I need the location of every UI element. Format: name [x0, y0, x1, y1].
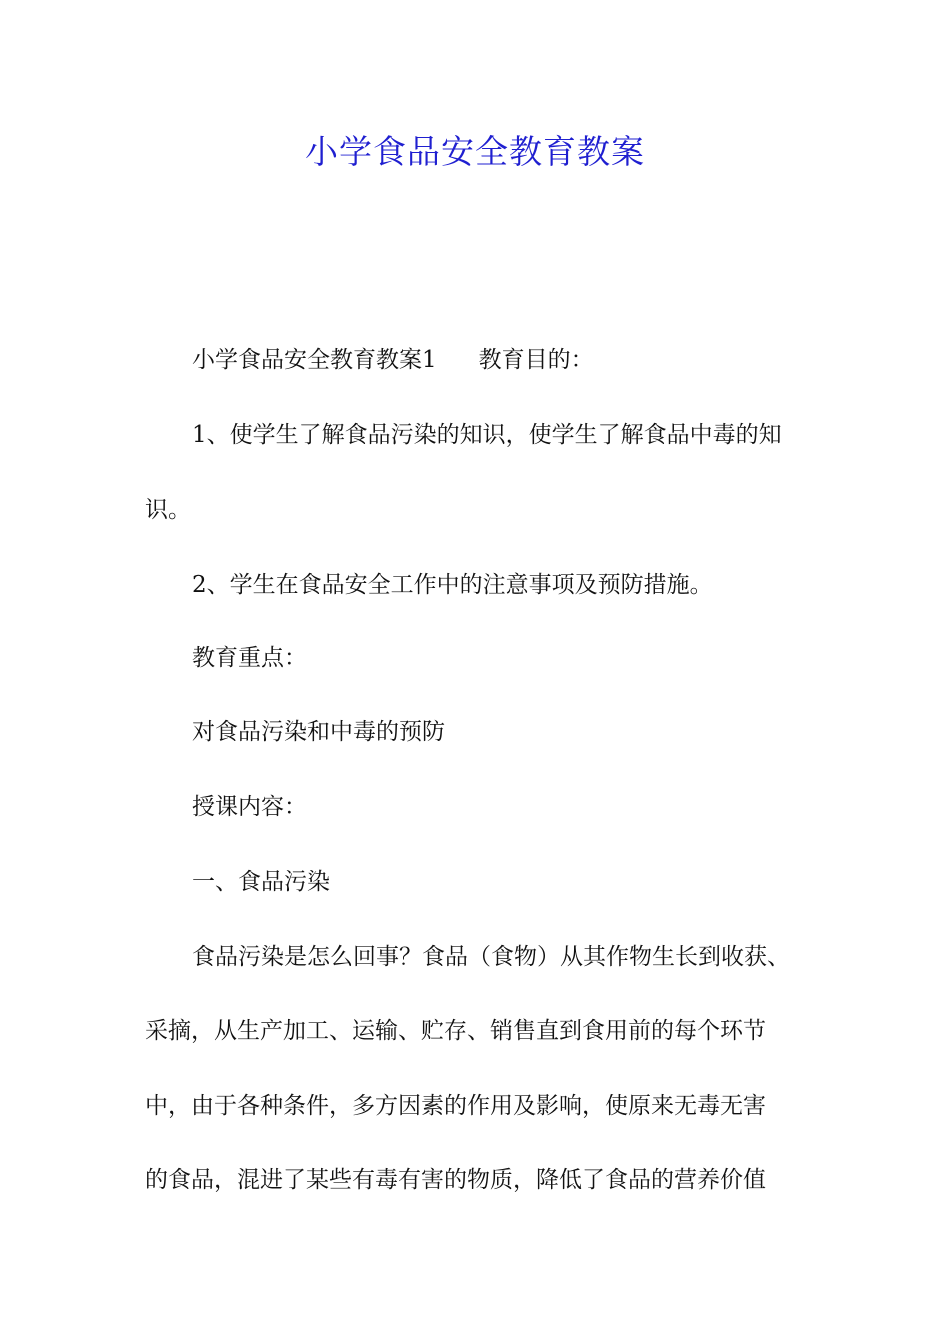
section-heading: 一、食品污染	[192, 869, 330, 895]
document-title: 小学食品安全教育教案	[305, 132, 645, 171]
text-line: 识。	[145, 497, 191, 523]
text-line: 采摘，从生产加工、运输、贮存、销售直到食用前的每个环节	[145, 1018, 766, 1044]
lesson-plan-heading: 小学食品安全教育教案1	[192, 347, 437, 373]
section-heading: 教育重点：	[192, 645, 307, 671]
education-goal-label: 教育目的：	[478, 347, 594, 373]
text-line: 2、学生在食品安全工作中的注意事项及预防措施。	[192, 572, 713, 598]
text-line: 1、使学生了解食品污染的知识，使学生了解食品中毒的知	[192, 422, 782, 448]
paragraph-heading-line	[192, 342, 882, 378]
section-heading: 授课内容：	[192, 794, 307, 820]
text-line: 中，由于各种条件，多方因素的作用及影响，使原来无毒无害	[145, 1093, 766, 1119]
text-line: 食品污染是怎么回事？食品（食物）从其作物生长到收获、	[192, 944, 790, 970]
text-line: 的食品，混进了某些有毒有害的物质，降低了食品的营养价值	[145, 1167, 766, 1193]
text-line: 对食品污染和中毒的预防	[192, 719, 445, 745]
